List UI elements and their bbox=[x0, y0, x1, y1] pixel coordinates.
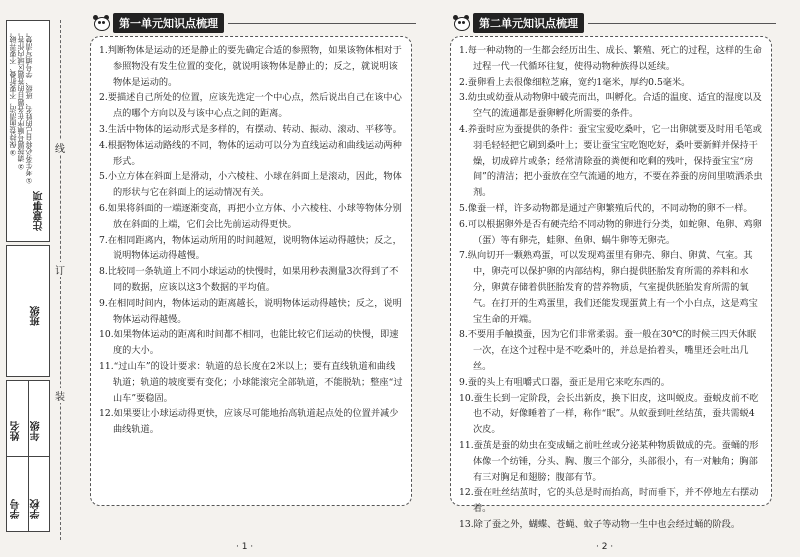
cut-mark: 装 bbox=[54, 388, 66, 403]
list-item: 12.如果要让小球运动得更快，应该尽可能地抬高轨道起点处的位置并减少曲线轨道。 bbox=[99, 408, 399, 436]
list-item: 7.纵向切开一颗熟鸡蛋，可以发现鸡蛋里有卵壳、卵白、卵黄、气室。其中，卵壳可以保护卵的内部结构，卵白提供胚胎发育所需的养料和水分，卵黄存储着供胚胎发育的营养物质，气室提供胚胎发育所需的氧气。在打开的生鸡蛋里，我们还能发现蛋黄上有一个小白点，这是鸡宝宝生命的开端。 bbox=[459, 250, 758, 325]
section-title: 第一单元知识点梳理 bbox=[113, 13, 224, 33]
grade-label: 年级 bbox=[31, 421, 42, 441]
list-item: 5.小立方体在斜面上是滑动，小六棱柱、小球在斜面上是滚动，因此，物体的形状与它在斜面上的运动情况有关。 bbox=[99, 171, 402, 199]
list-item: 12.蚕在吐丝结茧时，它的头总是时而抬高，时而垂下，并不停地左右摆动着。 bbox=[459, 487, 759, 515]
section-header bbox=[452, 12, 776, 34]
list-item: 8.比较同一条轨道上不同小球运动的快慢时，如果用秒表测量3次得到了不同的数据，应该以这3个数据的平均值。 bbox=[99, 266, 399, 293]
knowledge-box bbox=[450, 36, 772, 530]
notice-box bbox=[6, 20, 50, 242]
page-number: · 1 · bbox=[236, 542, 254, 552]
list-item: 7.在相同距离内，物体运动所用的时间越短，说明物体运动得越快；反之，说明物体运动得越慢。 bbox=[99, 234, 402, 262]
list-item: 10.蚕生长到一定阶段，会长出新皮，换下旧皮，这叫蜕皮。蚕蜕皮前不吃也不动，好像睡着了一样，称作“眠”。从蚁蚕到吐丝结茧，蚕共需蜕4次皮。 bbox=[459, 392, 759, 436]
list-item: 13.除了蚕之外，蝴蝶、苍蝇、蚊子等动物一生中也会经过蛹的阶段。 bbox=[459, 518, 741, 530]
notice-line: ③保持卷面清洁，不要折叠、不要弄破。 bbox=[9, 29, 17, 156]
notice-line: ②请按题号顺序在各题目的答题区域内作答。 bbox=[17, 29, 25, 170]
list-item: 3.生活中物体的运动形式是多样的，有摆动、转动、振动、滚动、平移等。 bbox=[99, 123, 402, 135]
name-label: 姓名 bbox=[11, 421, 22, 441]
list-item: 1.判断物体是运动的还是静止的要先确定合适的参照物，如果该物体相对于参照物没有发生位置的变化，就说明该物体是静止的；反之，就说明该物体是运动的。 bbox=[99, 45, 402, 88]
notice-line: ①考生务必将自己的姓名、班级、学号填写清楚。 bbox=[25, 29, 33, 184]
list-item: 2.蚕卵看上去很像细粒芝麻，宽约1毫米，厚约0.5毫米。 bbox=[459, 76, 691, 88]
number-label: 学号 bbox=[11, 499, 22, 519]
cut-mark: 订 bbox=[54, 262, 66, 277]
list-item: 2.要描述自己所处的位置，应该先选定一个中心点，然后说出自己在该中心点的哪个方向以及与该中心点之间的距离。 bbox=[99, 92, 402, 120]
section-title: 第二单元知识点梳理 bbox=[473, 13, 584, 33]
cut-mark: 线 bbox=[54, 140, 66, 155]
list-item: 5.像蚕一样，许多动物都是通过产卵繁殖后代的，不同动物的卵不一样。 bbox=[459, 202, 753, 214]
school-label: 学校 bbox=[31, 499, 42, 519]
list-item: 6.可以根据卵外是否有硬壳给不同动物的卵进行分类，如蛇卵、龟卵、鸡卵（蛋）等有卵壳，蛙卵、鱼卵、蜗牛卵等无卵壳。 bbox=[459, 218, 762, 246]
panda-icon bbox=[92, 15, 110, 31]
page-2 bbox=[446, 12, 776, 552]
student-info-box bbox=[6, 380, 50, 532]
list-item: 4.养蚕时应为蚕提供的条件：蚕宝宝爱吃桑叶，它一出卵就要及时用毛笔或羽毛轻轻把它刷到桑叶上；要让蚕宝宝吃饱吃好，桑叶要新鲜并保持干燥，切成碎片或条；经常清除蚕的粪便和吃剩的残叶，保持蚕宝宝“房间”的清洁；把小蚕放在空气流通的地方，不要在养蚕的房间里喷洒杀虫剂。 bbox=[459, 123, 763, 199]
panda-icon bbox=[452, 15, 470, 31]
class-label: 班级 bbox=[31, 306, 42, 326]
cut-line bbox=[60, 20, 61, 540]
list-item: 6.如果将斜面的一端逐渐变高，再把小立方体、小六棱柱、小球等物体分别放在斜面的上端，它们会比先前运动得更快。 bbox=[99, 202, 402, 230]
list-item: 3.幼虫或幼蚕从动物卵中破壳而出，叫孵化。合适的温度、适宜的湿度以及空气的流通都是蚕卵孵化所需要的条件。 bbox=[459, 92, 762, 120]
list-item: 8.不要用手触摸蚕，因为它们非常柔弱。蚕一般在30℃的时候三四天休眠一次，在这个过程中是不吃桑叶的，并总是抬着头，嘴里还会吐出几丝。 bbox=[459, 329, 757, 372]
page-number: · 2 · bbox=[596, 542, 614, 552]
page-1 bbox=[86, 12, 416, 552]
notice-title: 注意事项 bbox=[34, 191, 45, 231]
section-header bbox=[92, 12, 416, 34]
list-item: 9.蚕的头上有咀嚼式口器，蚕正是用它来吃东西的。 bbox=[459, 376, 670, 388]
binding-strip bbox=[0, 0, 80, 557]
knowledge-box bbox=[90, 36, 412, 506]
list-item: 1.每一种动物的一生都会经历出生、成长、繁殖、死亡的过程，这样的生命过程一代一代循环往复，使得动物种族得以延续。 bbox=[459, 45, 762, 72]
class-box bbox=[6, 245, 50, 377]
list-item: 9.在相同时间内，物体运动的距离越长，说明物体运动得越快；反之，说明物体运动得越慢。 bbox=[99, 297, 402, 325]
list-item: 4.根据物体运动路线的不同，物体的运动可以分为直线运动和曲线运动两种形式。 bbox=[99, 139, 402, 167]
list-item: 10.如果物体运动的距离和时间都不相同，也能比较它们运动的快慢，即速度的大小。 bbox=[99, 329, 399, 357]
list-item: 11.“过山车”的设计要求：轨道的总长度在2米以上；要有直线轨道和曲线轨道；轨道的坡度要有变化；小球能滚完全部轨道，不能脱轨；整座“过山车”要稳固。 bbox=[99, 360, 403, 404]
list-item: 11.蚕茧是蚕的幼虫在变成蛹之前吐丝或分泌某种物质做成的壳。蚕蛹的形体像一个纺锤，分头、胸、腹三个部分，头部很小，有一对触角；胸部有三对胸足和翅膀；腹部有节。 bbox=[459, 439, 759, 483]
